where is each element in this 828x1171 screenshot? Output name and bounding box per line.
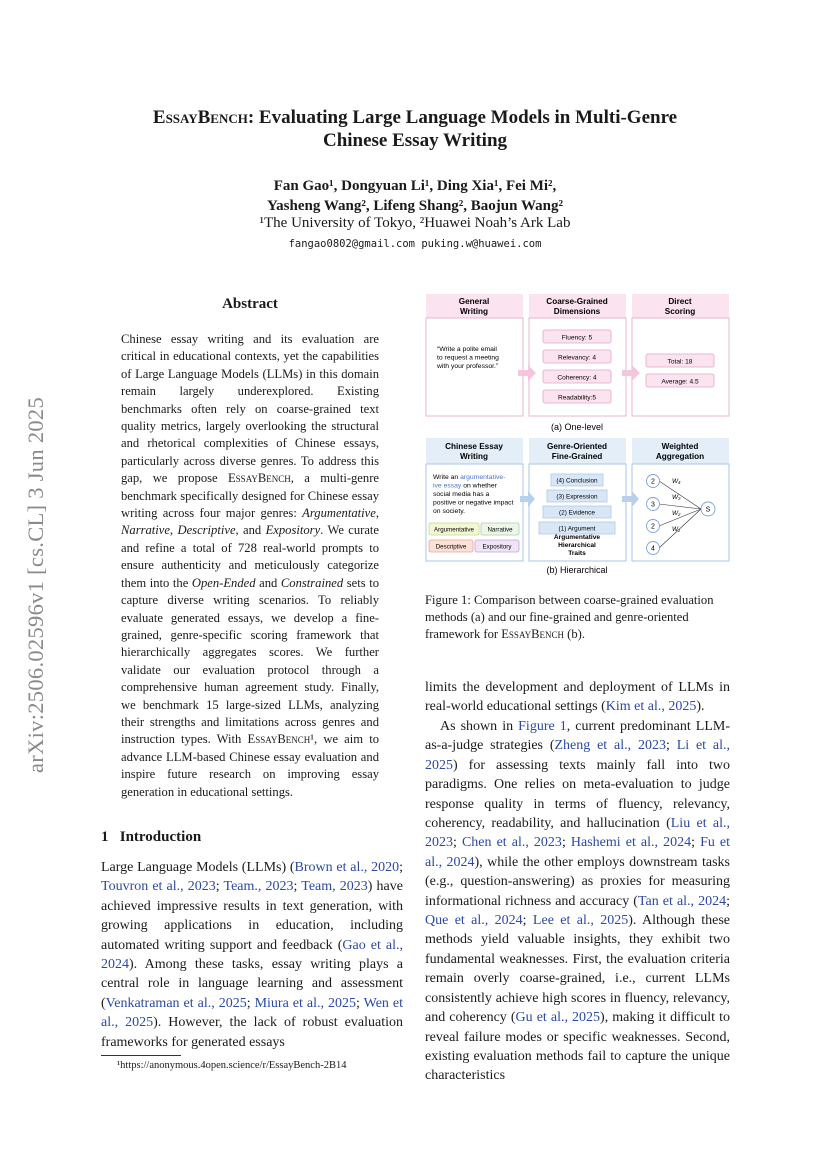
intro-text: ). However, the lack of robust evaluation frameworks for generated essays (101, 1015, 403, 1050)
sum-label: S (705, 506, 711, 514)
caption-text: (b). (564, 627, 585, 641)
node-value: 3 (651, 501, 655, 509)
dimension-label: Fluency: 5 (561, 334, 593, 342)
footnote-rule (101, 1055, 181, 1056)
weight-label: W₄ (672, 478, 681, 485)
genre-narrative: Narrative (121, 523, 170, 538)
node-value: 2 (651, 478, 655, 486)
trait-label: (2) Evidence (559, 509, 595, 517)
text-line: social media has a (433, 491, 490, 498)
citation-link[interactable]: Wen et al., 2025 (101, 995, 404, 1031)
author-emails: fangao0802@gmail.com puking.w@huawei.com (288, 238, 542, 250)
panel-one-level (426, 294, 729, 432)
abstract-text: ¹, we aim to advance LLM-based Chinese essay evaluation and inspire future research on improving essay generation in educational settings. (121, 732, 380, 799)
body-text: ). (696, 699, 705, 715)
text-line: Direct (668, 297, 692, 306)
intro-paragraph: Large Language Models (LLMs) (Brown et al., 2020; Touvron et al., 2023; Team., 2023; Team, 2023) have achieved impressive results in text generation, with growing applications in education, including automated writing support and feedback (Gao et al., 2024). Among these tasks, essay writing plays a central role in language learning and assessment (Venkatraman et al., 2025; Miura et al., 2025; Wen et al., 2025). However, the lack of robust evaluation frameworks for generated essays (101, 860, 404, 1050)
col-title (459, 297, 490, 316)
text-line: on whether (463, 482, 497, 490)
text-line: Argumentative (553, 534, 601, 541)
arxiv-id: arXiv:2506.02596v1 [cs.CL] 3 Jun 2025 (23, 396, 48, 773)
set-constrained: Constrained (280, 575, 344, 590)
section-number: 1 (101, 829, 109, 845)
body-text: ) for assessing texts mainly fall into two paradigms. One relies on meta-evaluation to judge response quality in terms of fluency, relevancy, coherency, readability, and hallucination ( (425, 757, 730, 832)
col-title (656, 442, 704, 461)
col-title (665, 297, 695, 316)
citation-link[interactable]: Kim et al., 2025 (605, 699, 697, 715)
affiliation: ¹The University of Tokyo, ²Huawei Noah’s Ark Lab (259, 215, 571, 231)
text-line: “Write a polite email (437, 346, 497, 353)
dimension-label: Readability:5 (557, 394, 597, 402)
intro-text: ). Among these tasks, essay writing plays a central role in language learning and assessment ( (101, 957, 403, 1011)
citation-link[interactable]: Chen et al., 2023 (461, 835, 562, 851)
abstract-heading: Abstract (222, 296, 278, 312)
author-list (150, 176, 680, 216)
text-line: Writing (459, 307, 489, 316)
section-title: Introduction (119, 829, 202, 845)
panel-hierarchical (426, 438, 729, 575)
abstract-text: Chinese essay writing and its evaluation are critical in educational contexts, yet the capabilities of Large Language Models (LLMs) in this domain remain largely underexplored. Existing benchmarks often rely on coarse-grained text quality metrics, largely overlooking the structural and rhetorical complexities of Chinese essays, particularly across diverse genres. To address this gap, we propose (121, 332, 379, 486)
figure-1 (425, 293, 730, 583)
abstract-text: and (243, 523, 262, 538)
title-brand: EssayBench (152, 107, 248, 128)
genre-argumentative: Argumentative (302, 506, 376, 521)
weight-label: W₃ (672, 494, 681, 501)
abstract-body: Chinese essay writing and its evaluation are critical in educational contexts, yet the capabilities of Large Language Models (LLMs) in this domain remain largely underexplored. Existing benchmarks often rely on coarse-grained text quality metrics, largely overlooking the structural and rhetorical complexities of Chinese essays, particularly across diverse genres. To address this gap, we propose EssayBench, a multi-genre benchmark specifically designed for Chinese essay writing across four major genres: Argumentative, Narrative, Descriptive, and Expository. We curate and refine a total of 728 real-world prompts to ensure authenticity and meticulously categorize them into the Open-Ended and Constrained sets to capture diverse writing scenarios. To reliably evaluate generated essays, we develop a fine-grained, genre-specific scoring framework that hierarchically aggregates scores. We further validate our evaluation protocol through a comprehensive human agreement study. Finally, we benchmark 15 large-sized LLMs, analyzing their strengths and limitations across genres and instruction types. With EssayBench¹, we aim to advance LLM-based Chinese essay evaluation and inspire future research on improving essay generation in educational settings. (121, 332, 380, 799)
text-line: Weighted (661, 442, 699, 451)
intro-text: ) have achieved impressive results in text generation, with growing applications in education, including automated writing support and feedback ( (101, 879, 403, 953)
abstract-text: sets to capture diverse writing scenarios. To reliably evaluate generated essays, we develop a fine-grained, genre-specific scoring framework that hierarchically aggregates scores. We further validate our evaluation protocol through a comprehensive human agreement study. Finally, we benchmark 15 large-sized LLMs, analyzing their strengths and limitations across genres and instruction types. With (121, 575, 380, 747)
text-line: on society. (433, 508, 465, 515)
caption-brand: EssayBench (501, 627, 565, 641)
abstract-brand: EssayBench (227, 471, 291, 486)
citation-link[interactable]: Liu et al., 2023 (425, 816, 731, 851)
col-title (546, 297, 607, 316)
weight-label: W₂ (672, 510, 681, 517)
citation-link[interactable]: Team, 2023 (301, 879, 368, 895)
trait-label: (1) Argument (558, 525, 596, 533)
trait-label: (3) Expression (556, 493, 598, 501)
text-line: Hierarchical (558, 542, 596, 549)
body-text: ), while the other employs downstream tasks (e.g., question-answering) as proxies for measuring informational richness and accuracy ( (425, 854, 730, 909)
figure-link[interactable]: Figure 1 (518, 719, 567, 734)
prompt-text (436, 346, 499, 370)
citation-link[interactable]: Team., 2023 (223, 879, 294, 895)
footnote[interactable]: ¹https://anonymous.4open.science/r/EssayBench-2B14 (117, 1060, 347, 1071)
text-line: Aggregation (655, 452, 705, 461)
text-line: Coarse-Grained (546, 297, 608, 306)
citation-link[interactable]: Gu et al., 2025 (515, 1010, 601, 1026)
citation-link[interactable]: Li et al., 2025 (425, 738, 730, 773)
text-line: Write an (433, 474, 461, 481)
set-open-ended: Open-Ended (191, 575, 256, 590)
prompt-highlight: argumentative- (460, 474, 506, 481)
body-text: limits the development and deployment of LLMs in real-world educational settings ( (425, 680, 730, 715)
paper-title (100, 106, 730, 152)
abstract-text: , a multi-genre benchmark specifically designed for Chinese essay writing across four major genres: (121, 471, 379, 521)
genre-expository: Expository (265, 523, 321, 538)
body-text: ). Although these methods yield valuable insights, they exhibit two fundamental weaknesses. First, the evaluation criteria remain overly coarse-grained, i.e., current LLMs consistently achieve high scores in fluency, relevancy, and coherency ( (425, 913, 731, 1026)
col-title (547, 442, 607, 461)
citation-link[interactable]: Tan et al., 2024 (637, 893, 727, 909)
section-heading (101, 829, 201, 846)
text-line: with your professor.” (437, 363, 499, 370)
text-line: Genre-Oriented (546, 442, 608, 451)
genre-label: Expository (482, 543, 512, 551)
caption-text: Figure 1: Comparison between coarse-grained evaluation methods (a) and our fine-grained and genre-oriented framework for (425, 593, 714, 641)
arxiv-sidebar (16, 352, 56, 817)
citation-link[interactable]: Brown et al., 2020 (294, 860, 400, 875)
citation-link[interactable]: Miura et al., 2025 (254, 995, 356, 1011)
genre-label: Descriptive (435, 543, 467, 551)
score-label: Average: 4.5 (661, 378, 699, 386)
genre-label: Argumentative (434, 526, 474, 534)
title-rest: : Evaluating Large Language Models in Multi-Genre (247, 107, 678, 128)
right-paragraph-cont (425, 678, 730, 717)
text-line: Writing (459, 452, 489, 461)
citation-link[interactable]: Que et al., 2024 (425, 913, 523, 929)
citation-link[interactable]: Zheng et al., 2023 (554, 738, 666, 754)
genre-descriptive: Descriptive (177, 523, 236, 538)
citation-link[interactable]: Lee et al., 2025 (532, 913, 629, 929)
right-paragraph: As shown in Figure 1, current predominant LLM-as-a-judge strategies (Zheng et al., 2023; Li et al., 2025) for assessing texts mainly fall into two paradigms. One relies on meta-evaluation to judge response quality in terms of fluency, relevancy, coherency, readability, and hallucination (Liu et al., 2023; Chen et al., 2023; Hashemi et al., 2024; Fu et al., 2024), while the other employs downstream tasks (e.g., question-answering) as proxies for measuring informational richness and accuracy (Tan et al., 2024; Que et al., 2024; Lee et al., 2025). Although these methods yield valuable insights, they exhibit two fundamental weaknesses. First, the evaluation criteria remain overly coarse-grained, i.e., current LLMs consistently achieve high scores in fluency, relevancy, and coherency (Gu et al., 2025), making it difficult to reveal failure modes or specific weaknesses. Second, existing evaluation methods fail to capture the unique characteristics (425, 719, 731, 1084)
title-line2: Chinese Essay Writing (322, 130, 508, 151)
text-line: Dimensions (553, 307, 601, 316)
dimension-label: Coherency: 4 (557, 374, 597, 382)
abstract-text: and (255, 575, 281, 590)
figure-caption (425, 592, 730, 643)
abstract-brand: EssayBench (247, 732, 311, 747)
body-text: As shown in (440, 719, 519, 734)
citation-link[interactable]: Hashemi et al., 2024 (570, 835, 692, 851)
text-line: Scoring (664, 307, 696, 316)
panel-label: (b) Hierarchical (546, 565, 608, 575)
node-value: 4 (651, 545, 655, 553)
text-line: General (458, 297, 490, 306)
body-text: ), making it difficult to reveal failure modes or specific weaknesses. Second, existing evaluation methods fail to capture the unique characteristics (425, 1010, 730, 1084)
body-text: , current predominant LLM-as-a-judge strategies ( (425, 719, 730, 754)
citation-link[interactable]: Venkatraman et al., 2025 (105, 995, 247, 1011)
panel-label: (a) One-level (550, 422, 604, 432)
genre-label: Narrative (487, 526, 513, 534)
weight-label: W₁ (672, 526, 681, 533)
text-line: Fine-Grained (551, 452, 603, 461)
prompt-highlight: ive essay (433, 482, 464, 490)
authors-line1: Fan Gao¹, Dongyuan Li¹, Ding Xia¹, Fei Mi², (273, 178, 557, 194)
citation-link[interactable]: Gao et al., 2024 (101, 937, 403, 973)
citation-link[interactable]: Touvron et al., 2023 (101, 879, 216, 895)
abstract-text: . We curate and refine a total of 728 real-world prompts to ensure authenticity and meticulously categorize them into the (121, 523, 380, 590)
text-line: Traits (568, 550, 586, 557)
text-line: Chinese Essay (445, 442, 503, 451)
score-label: Total: 18 (667, 358, 693, 366)
text-line: positive or negative impact (433, 499, 514, 507)
node-value: 2 (651, 523, 655, 531)
authors-line2: Yasheng Wang², Lifeng Shang², Baojun Wang² (267, 198, 563, 214)
dimension-label: Relevancy: 4 (557, 354, 597, 362)
intro-text: Large Language Models (LLMs) ( (101, 860, 295, 875)
trait-label: (4) Conclusion (556, 477, 598, 485)
text-line: to request a meeting (437, 354, 499, 362)
citation-link[interactable]: Fu et al., 2024 (425, 835, 731, 870)
